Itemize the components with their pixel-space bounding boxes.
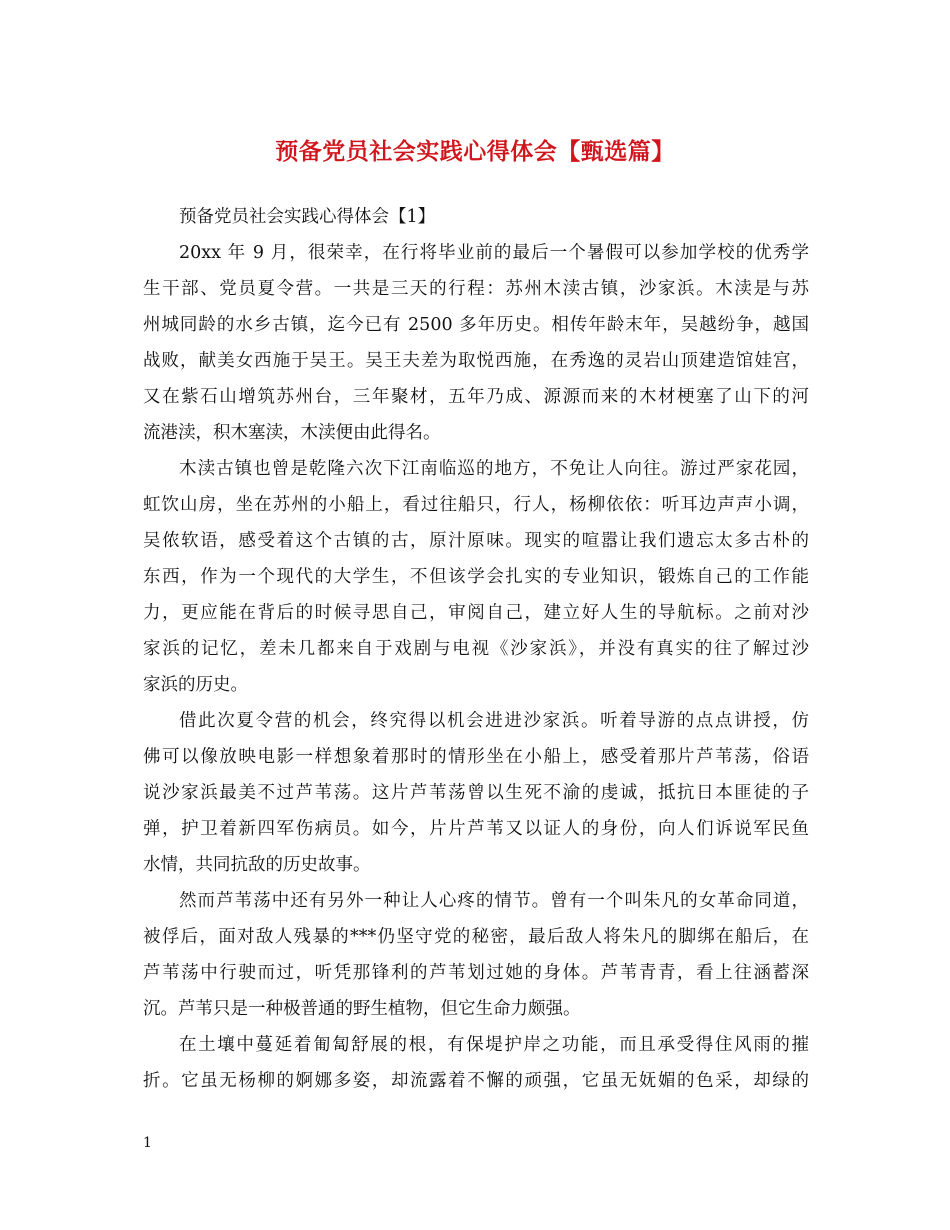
text-line: 东西，作为一个现代的大学生，不但该学会扎实的专业知识，锻炼自己的工作能 xyxy=(143,567,809,587)
text-line: 家浜的历史。 xyxy=(143,675,248,695)
text-line: 说沙家浜最美不过芦苇荡。这片芦苇荡曾以生死不渝的虔诚，抵抗日本匪徒的子 xyxy=(143,783,809,803)
page-number: 1 xyxy=(143,1135,152,1151)
text-line: 折。它虽无杨柳的婀娜多姿，却流露着不懈的顽强，它虽无妩媚的色采，却绿的 xyxy=(143,1071,809,1091)
text-line: 州城同龄的水乡古镇，迄今已有 2500 多年历史。相传年龄末年，吴越纷争，越国 xyxy=(143,315,809,335)
text-line: 弹，护卫着新四军伤病员。如今，片片芦苇又以证人的身份，向人们诉说军民鱼 xyxy=(143,819,809,839)
text-line: 沉。芦苇只是一种极普通的野生植物，但它生命力颇强。 xyxy=(143,999,581,1019)
text-line: 20xx 年 9 月，很荣幸，在行将毕业前的最后一个暑假可以参加学校的优秀学 xyxy=(179,243,809,263)
text-line: 又在紫石山增筑苏州台，三年聚材，五年乃成、源源而来的木材梗塞了山下的河 xyxy=(143,387,809,407)
text-line: 佛可以像放映电影一样想象着那时的情形坐在小船上，感受着那片芦苇荡，俗语 xyxy=(143,747,809,767)
text-line: 吴侬软语，感受着这个古镇的古，原汁原味。现实的喧嚣让我们遗忘太多古朴的 xyxy=(143,531,809,551)
text-line: 力，更应能在背后的时候寻思自己，审阅自己，建立好人生的导航标。之前对沙 xyxy=(143,603,809,623)
text-line: 家浜的记忆，差未几都来自于戏剧与电视《沙家浜》，并没有真实的往了解过沙 xyxy=(143,639,809,659)
text-line: 生干部、党员夏令营。一共是三天的行程：苏州木渎古镇，沙家浜。木渎是与苏 xyxy=(143,279,809,299)
text-line: 木渎古镇也曾是乾隆六次下江南临巡的地方，不免让人向往。游过严家花园， xyxy=(179,459,809,479)
text-line: 战败，献美女西施于吴王。吴王夫差为取悦西施，在秀逸的灵岩山顶建造馆娃宫， xyxy=(143,351,809,371)
text-line: 在土壤中蔓延着匍匐舒展的根，有保堤护岸之功能，而且承受得住风雨的摧 xyxy=(179,1035,809,1055)
text-line: 然而芦苇荡中还有另外一种让人心疼的情节。曾有一个叫朱凡的女革命同道， xyxy=(179,891,809,911)
text-line: 借此次夏令营的机会，终究得以机会进进沙家浜。听着导游的点点讲授，仿 xyxy=(179,711,809,731)
document-title: 预备党员社会实践心得体会【甄选篇】 xyxy=(275,138,675,165)
document-body xyxy=(143,199,809,1099)
text-line: 芦苇荡中行驶而过，听凭那锋利的芦苇划过她的身体。芦苇青青，看上往涵蓄深 xyxy=(143,963,809,983)
text-line: 虹饮山房，坐在苏州的小船上，看过往船只，行人，杨柳依依：听耳边声声小调， xyxy=(143,495,809,515)
text-line: 被俘后，面对敌人残暴的***仍坚守党的秘密，最后敌人将朱凡的脚绑在船后，在 xyxy=(143,927,809,947)
text-line: 水情，共同抗敌的历史故事。 xyxy=(143,855,371,875)
text-line: 预备党员社会实践心得体会【1】 xyxy=(179,207,436,227)
text-line: 流港渎，积木塞渎，木渎便由此得名。 xyxy=(143,423,441,443)
